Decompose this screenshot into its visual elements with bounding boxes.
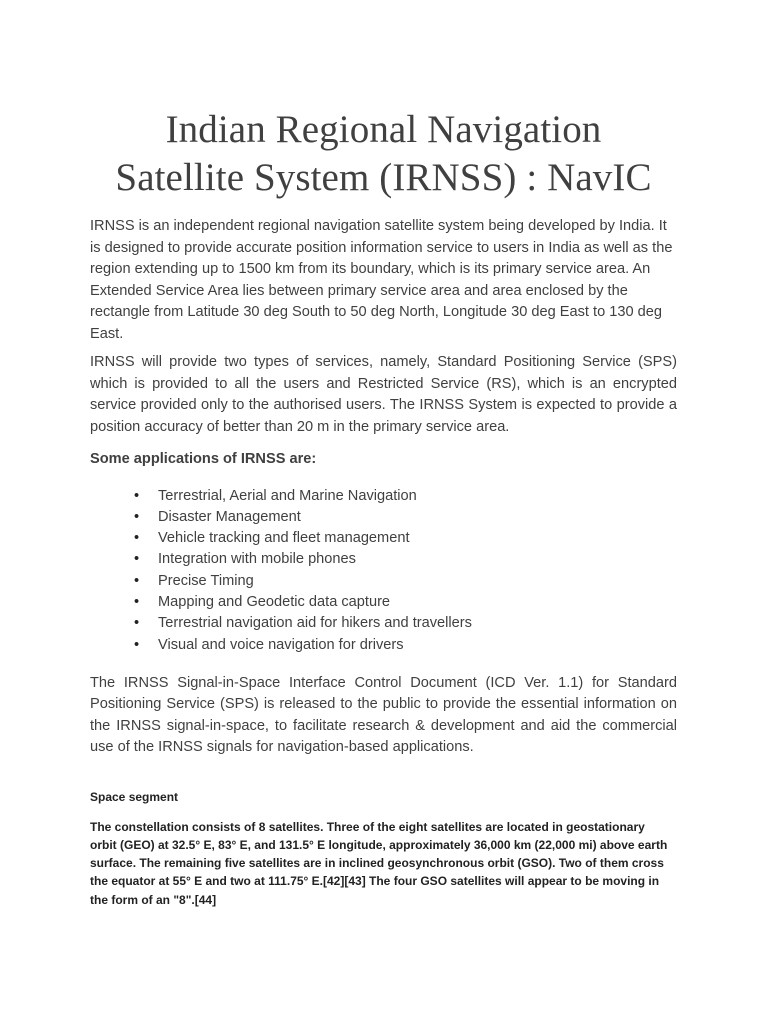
page-title xyxy=(90,106,677,202)
list-item-text: Precise Timing xyxy=(158,572,254,589)
bullet-icon: • xyxy=(134,530,140,547)
list-item-text: Terrestrial, Aerial and Marine Navigation xyxy=(158,487,417,504)
intro-paragraph: IRNSS is an independent regional navigation satellite system being developed by India. It is designed to provide accurate position information service to users in India as well as the region extending up to 1500 km from its boundary, which is its primary service area. An Extended Service Area lies between primary service area and area enclosed by the rectangle from Latitude 30 deg South to 50 deg North, Longitude 30 deg East to 130 deg East. xyxy=(90,218,673,342)
bullet-icon: • xyxy=(134,487,140,504)
title-line-2: Satellite System (IRNSS) : NavIC xyxy=(115,156,652,199)
list-item-text: Vehicle tracking and fleet management xyxy=(158,530,410,547)
list-item-text: Visual and voice navigation for drivers xyxy=(158,636,404,653)
bullet-icon: • xyxy=(134,593,140,610)
bullet-icon: • xyxy=(134,572,140,589)
list-item xyxy=(90,613,677,634)
bullet-icon: • xyxy=(134,551,140,568)
services-paragraph: IRNSS will provide two types of services, namely, Standard Positioning Service (SPS) which is provided to all the users and Restricted Service (RS), which is an encrypted service provided only to the authorised users. The IRNSS System is expected to provide a position accuracy of better than 20 m in the primary service area. xyxy=(90,354,677,435)
list-item xyxy=(90,507,677,528)
bullet-icon: • xyxy=(134,615,140,632)
applications-list xyxy=(90,486,677,656)
list-item xyxy=(90,486,677,507)
list-item xyxy=(90,592,677,613)
list-item-text: Terrestrial navigation aid for hikers and travellers xyxy=(158,615,472,632)
space-segment-paragraph: The constellation consists of 8 satellites. Three of the eight satellites are located in geostationary orbit (GEO) at 32.5° E, 83° E, and 131.5° E longitude, approximately 36,000 km (22,000 mi) above earth surface. The remaining five satellites are in inclined geosynchronous orbit (GSO). Two of them cross the equator at 55° E and two at 111.75° E.[42][43] The four GSO satellites will appear to be moving in the form of an "8".[44] xyxy=(90,819,668,907)
list-item xyxy=(90,549,677,570)
title-line-1: Indian Regional Navigation xyxy=(165,108,602,151)
list-item-text: Integration with mobile phones xyxy=(158,551,356,568)
bullet-icon: • xyxy=(134,508,140,525)
list-item xyxy=(90,635,677,656)
list-item-text: Disaster Management xyxy=(158,508,301,525)
list-item xyxy=(90,571,677,592)
applications-heading: Some applications of IRNSS are: xyxy=(90,451,317,467)
list-item xyxy=(90,528,677,549)
document-page xyxy=(90,0,677,909)
space-segment-heading: Space segment xyxy=(90,789,179,804)
icd-paragraph: The IRNSS Signal-in-Space Interface Control Document (ICD Ver. 1.1) for Standard Positioning Service (SPS) is released to the public to provide the essential information on the IRNSS signal-in-space, to facilitate research & development and aid the commercial use of the IRNSS signals for navigation-based applications. xyxy=(90,674,677,756)
bullet-icon: • xyxy=(134,636,140,653)
list-item-text: Mapping and Geodetic data capture xyxy=(158,593,391,610)
